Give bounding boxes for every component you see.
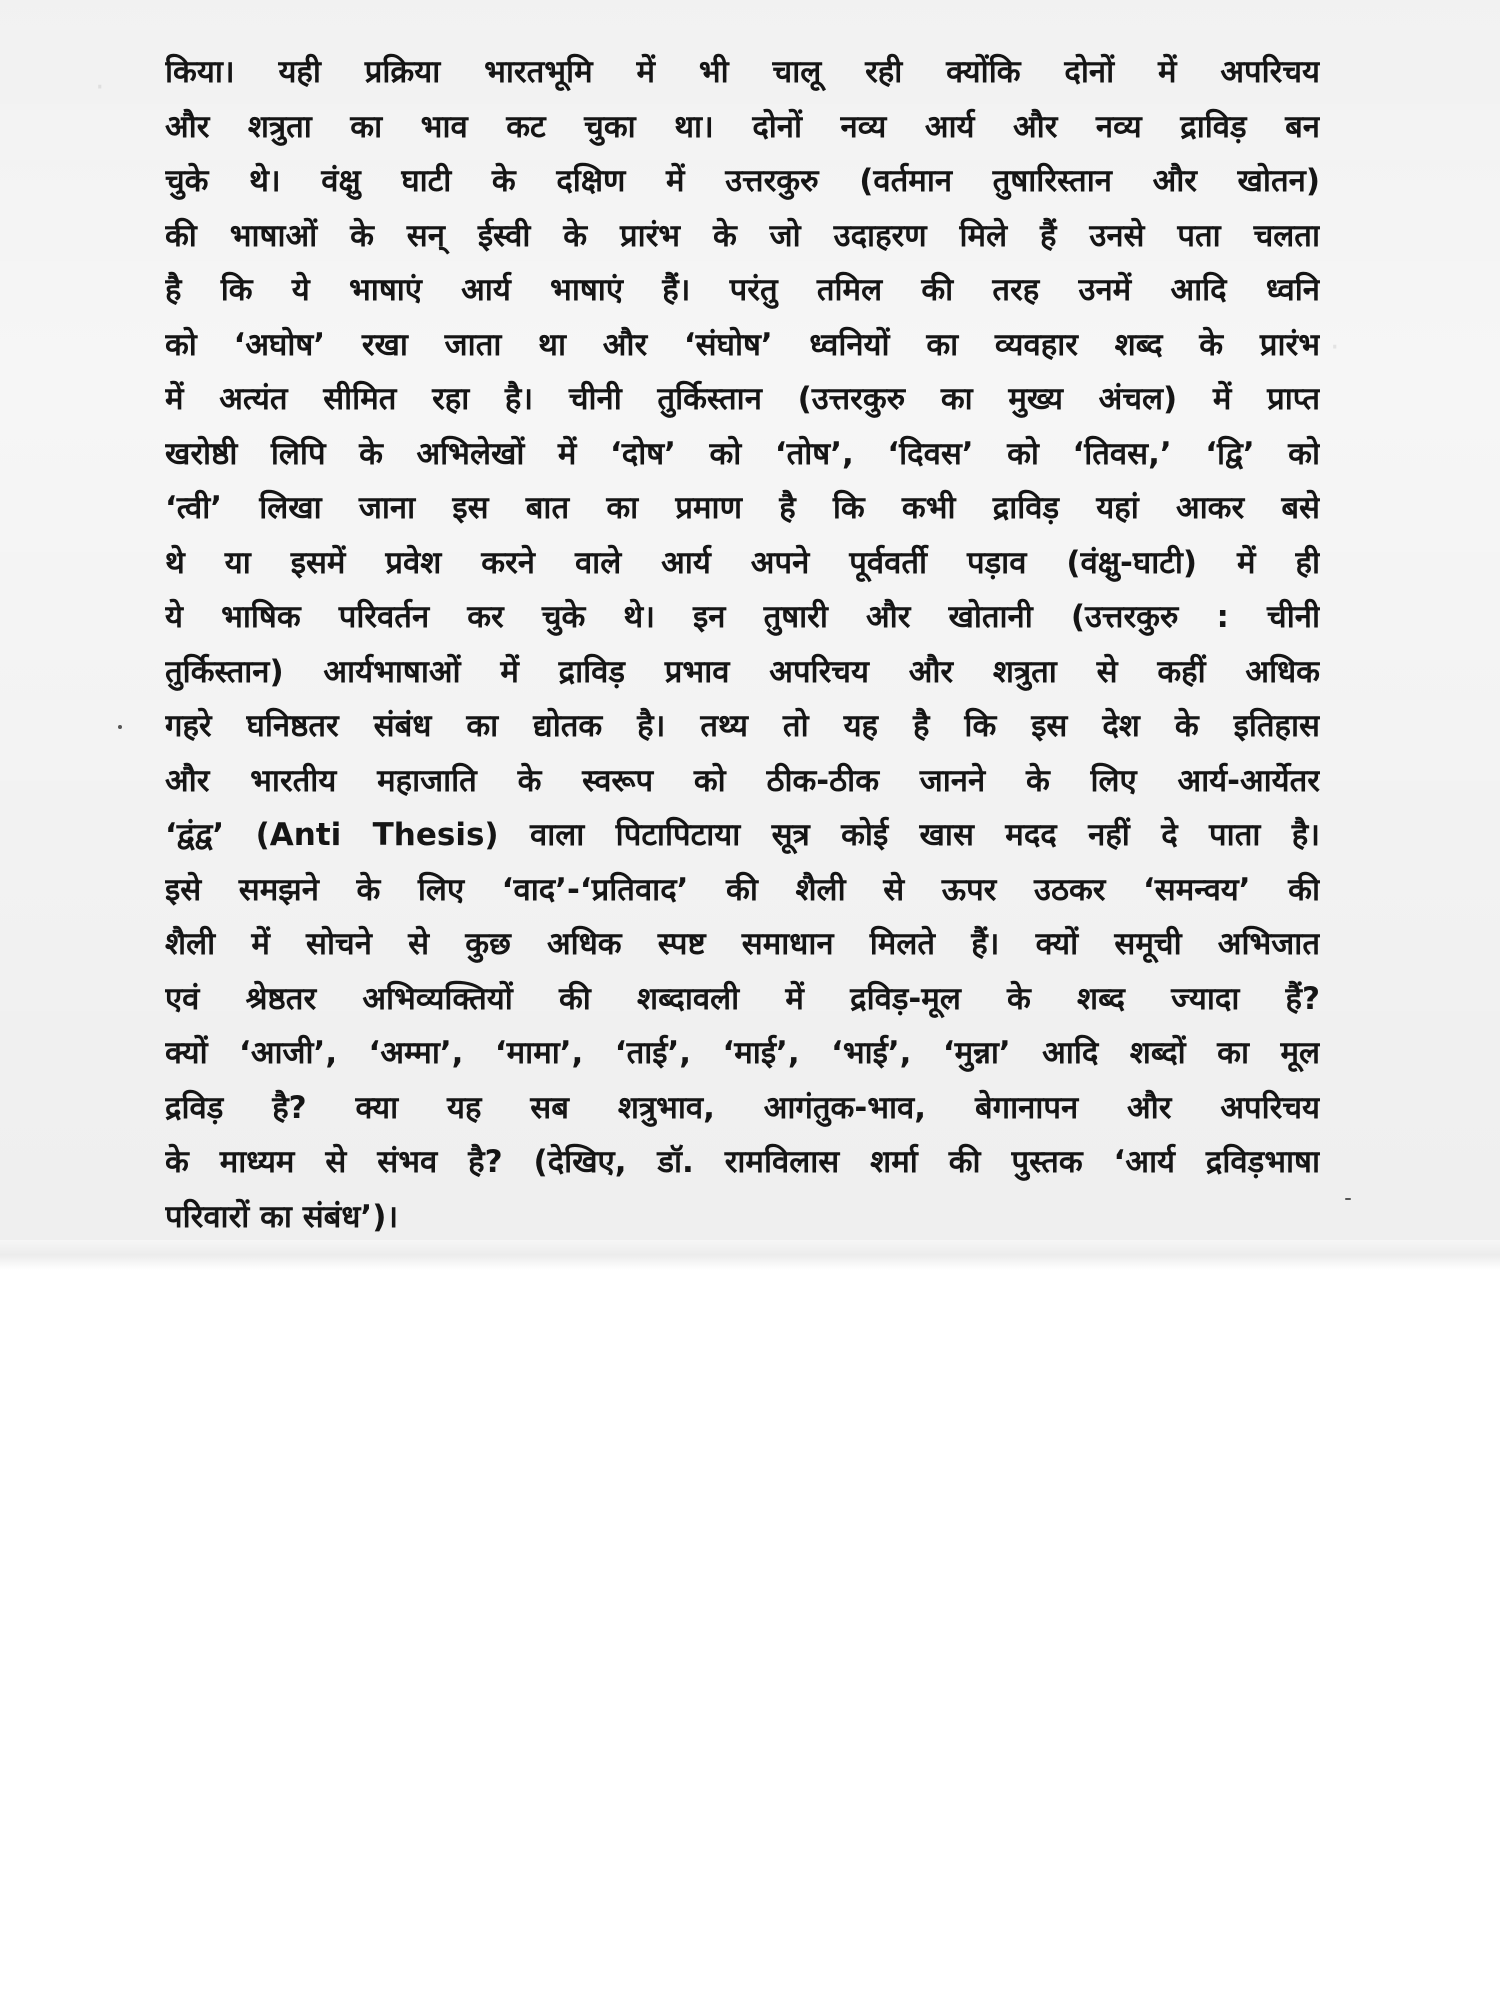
- text-line: और भारतीय महाजाति के स्वरूप को ठीक-ठीक जानने के लिए आर्य-आर्येतर: [165, 762, 1320, 799]
- scan-speck: [118, 725, 122, 729]
- text-line: इसे समझने के लिए ‘वाद’-‘प्रतिवाद’ की शैली से ऊपर उठकर ‘समन्वय’ की: [165, 871, 1320, 908]
- text-line: तुर्किस्तान) आर्यभाषाओं में द्राविड़ प्रभाव अपरिचय और शत्रुता से कहीं अधिक: [165, 653, 1320, 690]
- text-line: खरोष्ठी लिपि के अभिलेखों में ‘दोष’ को ‘तोष’, ‘दिवस’ को ‘तिवस,’ ‘द्वि’ को: [165, 435, 1320, 472]
- text-line: में अत्यंत सीमित रहा है। चीनी तुर्किस्तान (उत्तरकुरु का मुख्य अंचल) में प्राप्त: [165, 381, 1320, 417]
- text-line: और शत्रुता का भाव कट चुका था। दोनों नव्य आर्य और नव्य द्राविड़ बन: [165, 108, 1320, 145]
- text-line: चुके थे। वंक्षु घाटी के दक्षिण में उत्तरकुरु (वर्तमान तुषारिस्तान और खोतन): [165, 163, 1320, 199]
- scan-speck: [1345, 1198, 1351, 1200]
- text-line: गहरे घनिष्ठतर संबंध का द्योतक है। तथ्य तो यह है कि इस देश के इतिहास: [165, 708, 1320, 744]
- text-line: ये भाषिक परिवर्तन कर चुके थे। इन तुषारी और खोतानी (उत्तरकुरु : चीनी: [165, 599, 1320, 635]
- text-line: ‘द्वंद्व’ (Anti Thesis) वाला पिटापिटाया सूत्र कोई खास मदद नहीं दे पाता है।: [165, 817, 1320, 853]
- text-line: किया। यही प्रक्रिया भारतभूमि में भी चालू रही क्योंकि दोनों में अपरिचय: [165, 54, 1320, 90]
- text-line: द्रविड़ है? क्या यह सब शत्रुभाव, आगंतुक-भाव, बेगानापन और अपरिचय: [165, 1089, 1320, 1126]
- text-line: ‘त्वी’ लिखा जाना इस बात का प्रमाण है कि कभी द्राविड़ यहां आकर बसे: [165, 490, 1320, 526]
- text-line: परिवारों का संबंध’)।: [165, 1198, 399, 1235]
- text-line: शैली में सोचने से कुछ अधिक स्पष्ट समाधान मिलते हैं। क्यों समूची अभिजात: [165, 926, 1320, 962]
- text-line: को ‘अघोष’ रखा जाता था और ‘संघोष’ ध्वनियों का व्यवहार शब्द के प्रारंभ: [165, 326, 1320, 363]
- bleed-through-mark: ·: [1330, 330, 1340, 365]
- text-line: थे या इसमें प्रवेश करने वाले आर्य अपने पूर्ववर्ती पड़ाव (वंक्षु-घाटी) में ही: [165, 544, 1320, 581]
- text-line: एवं श्रेष्ठतर अभिव्यक्तियों की शब्दावली में द्रविड़-मूल के शब्द ज्यादा हैं?: [165, 980, 1320, 1017]
- bleed-through-mark: ·: [95, 70, 105, 105]
- body-paragraph: [165, 45, 1320, 1244]
- text-line: की भाषाओं के सन् ईस्वी के प्रारंभ के जो उदाहरण मिले हैं उनसे पता चलता: [165, 217, 1320, 254]
- text-line: के माध्यम से संभव है? (देखिए, डॉ. रामविलास शर्मा की पुस्तक ‘आर्य द्रविड़भाषा: [165, 1144, 1320, 1180]
- text-line: क्यों ‘आजी’, ‘अम्मा’, ‘मामा’, ‘ताई’, ‘माई’, ‘भाई’, ‘मुन्ना’ आदि शब्दों का मूल: [165, 1035, 1320, 1071]
- text-line: है कि ये भाषाएं आर्य भाषाएं हैं। परंतु तमिल की तरह उनमें आदि ध्वनि: [165, 272, 1320, 308]
- scan-bottom-edge: [0, 1240, 1500, 1270]
